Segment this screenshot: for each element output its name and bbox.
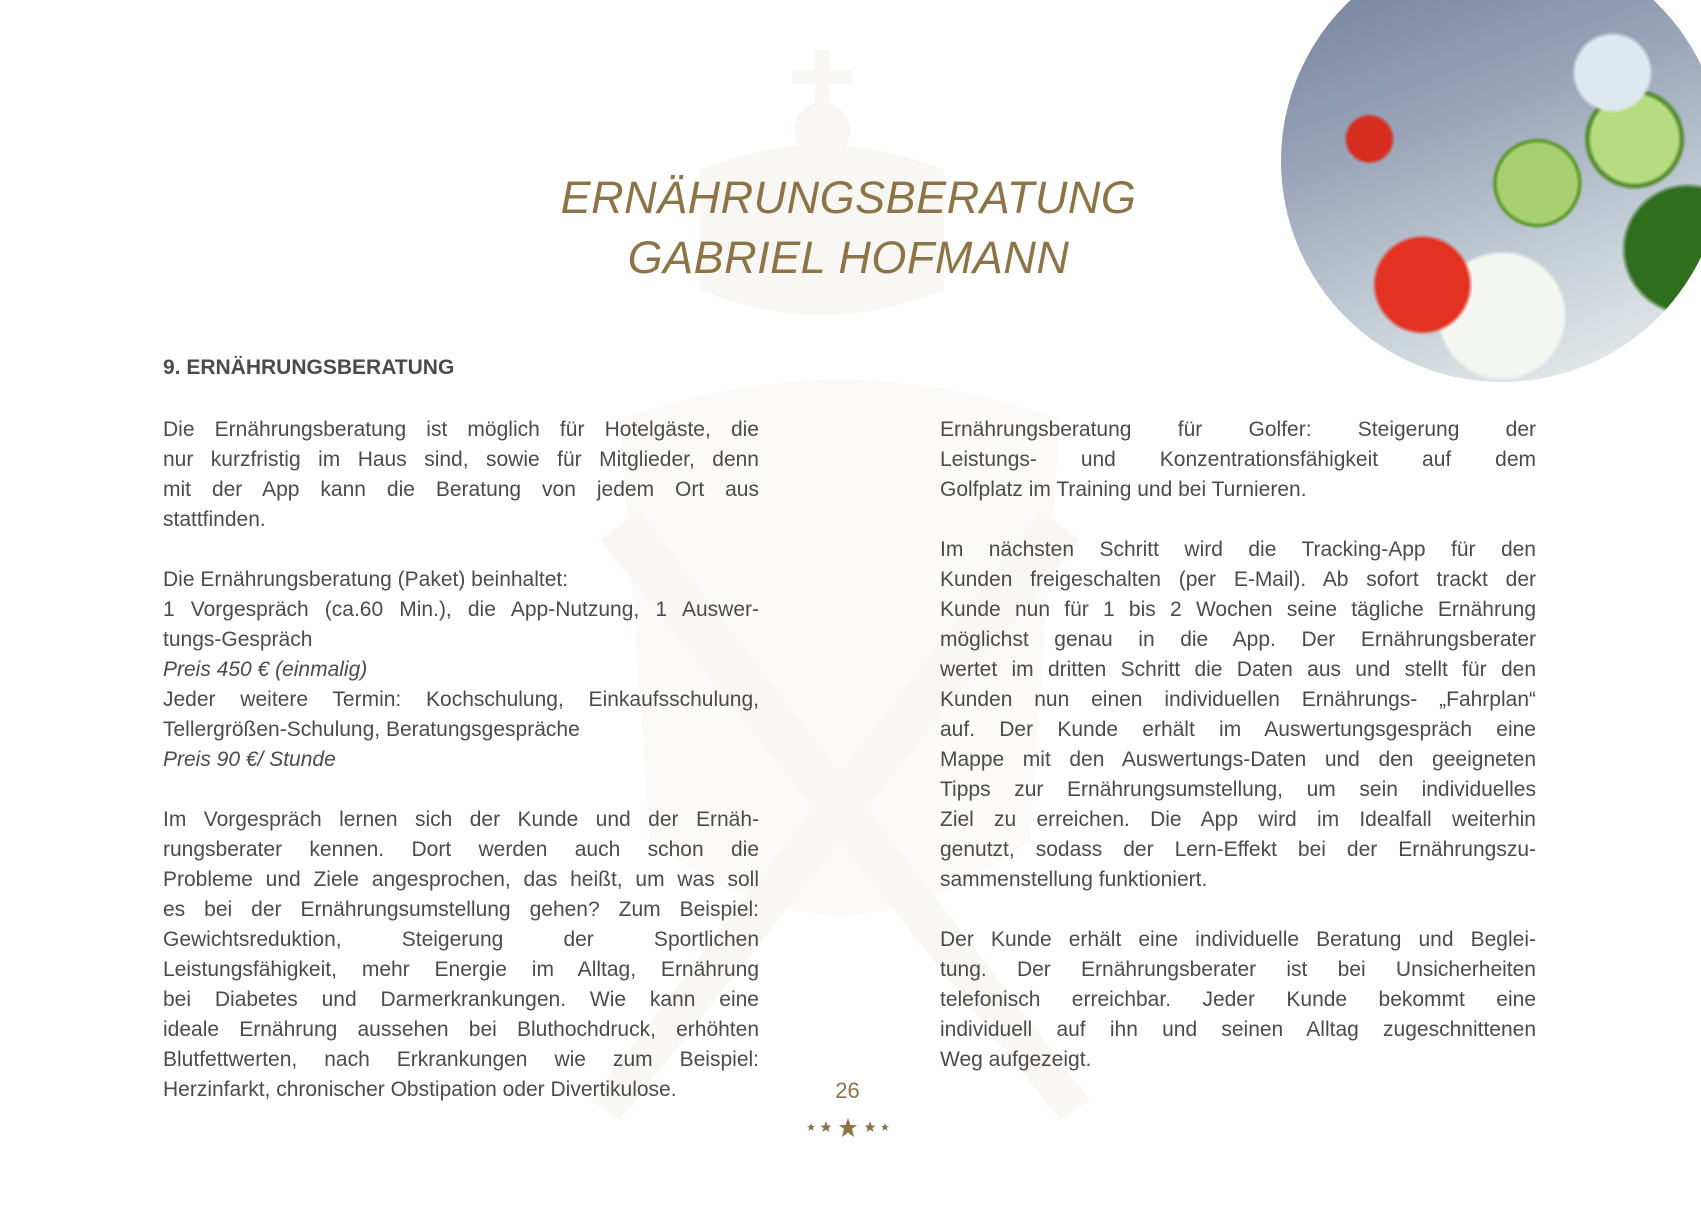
text-line: rungsberater kennen. Dort werden auch schon die xyxy=(163,838,759,861)
text-line: Die Ernährungsberatung (Paket) beinhaltet: xyxy=(163,568,569,591)
title-line-1: ERNÄHRUNGSBERATUNG xyxy=(560,172,1137,223)
text-line: Leistungs- und Konzentrationsfähigkeit auf dem xyxy=(940,448,1536,471)
section-heading: 9. ERNÄHRUNGSBERATUNG xyxy=(163,356,455,379)
stars-ornament-icon xyxy=(806,1117,890,1141)
text-line: Mappe mit den Auswertungs-Daten und den geeigneten xyxy=(940,748,1536,771)
text-line: Gewichtsreduktion, Steigerung der Sportlichen xyxy=(163,928,759,951)
title-line-2: GABRIEL HOFMANN xyxy=(627,232,1070,283)
text-line: es bei der Ernährungsumstellung gehen? Zum Beispiel: xyxy=(163,898,759,921)
text-line: genutzt, sodass der Lern-Effekt bei der Ernährungszu- xyxy=(940,838,1536,861)
text-line: Die Ernährungsberatung ist möglich für Hotelgäste, die xyxy=(163,418,759,441)
page-title xyxy=(0,168,1699,288)
text-line: Im Vorgespräch lernen sich der Kunde und der Ernäh- xyxy=(163,808,759,831)
right-column xyxy=(940,415,1536,1105)
text-line: Blutfettwerten, nach Erkrankungen wie zum Beispiel: xyxy=(163,1048,759,1071)
text-line: nur kurzfristig im Haus sind, sowie für Mitglieder, denn xyxy=(163,448,759,471)
text-line: Tellergrößen-Schulung, Beratungsgespräche xyxy=(163,718,580,741)
text-line: individuell auf ihn und seinen Alltag zugeschnittenen xyxy=(940,1018,1536,1041)
paragraph xyxy=(940,925,1536,1075)
text-line: sammenstellung funktioniert. xyxy=(940,868,1208,891)
text-line: ideale Ernährung aussehen bei Bluthochdruck, erhöhten xyxy=(163,1018,759,1041)
text-line: stattfinden. xyxy=(163,508,266,531)
text-line: Leistungsfähigkeit, mehr Energie im Alltag, Ernährung xyxy=(163,958,759,981)
text-line: auf. Der Kunde erhält im Auswertungsgespräch eine xyxy=(940,718,1536,741)
paragraph xyxy=(163,805,759,1105)
text-line: Tipps zur Ernährungsumstellung, um sein individuelles xyxy=(940,778,1536,801)
text-line: Kunde nun für 1 bis 2 Wochen seine tägliche Ernährung xyxy=(940,598,1536,621)
text-line: möglichst genau in die App. Der Ernährungsberater xyxy=(940,628,1536,651)
text-line: Kunden nun einen individuellen Ernährungs- „Fahrplan“ xyxy=(940,688,1536,711)
text-line: Ziel zu erreichen. Die App wird im Idealfall weiterhin xyxy=(940,808,1536,831)
text-line: wertet im dritten Schritt die Daten aus und stellt für den xyxy=(940,658,1536,681)
text-line: tungs-Gespräch xyxy=(163,628,313,651)
text-line: mit der App kann die Beratung von jedem Ort aus xyxy=(163,478,759,501)
text-line: tung. Der Ernährungsberater ist bei Unsicherheiten xyxy=(940,958,1536,981)
page-number: 26 xyxy=(835,1078,860,1103)
paragraph xyxy=(940,535,1536,895)
price-line: Preis 450 € (einmalig) xyxy=(163,658,368,681)
text-line: Im nächsten Schritt wird die Tracking-App für den xyxy=(940,538,1536,561)
text-line: Ernährungsberatung für Golfer: Steigerung der xyxy=(940,418,1536,441)
text-line: telefonisch erreichbar. Jeder Kunde bekommt eine xyxy=(940,988,1536,1011)
paragraph xyxy=(163,565,759,775)
text-line: Weg aufgezeigt. xyxy=(940,1048,1092,1071)
text-line: Kunden freigeschalten (per E-Mail). Ab sofort trackt der xyxy=(940,568,1536,591)
paragraph xyxy=(163,415,759,535)
text-line: Herzinfarkt, chronischer Obstipation oder Divertikulose. xyxy=(163,1078,677,1101)
text-line: Der Kunde erhält eine individuelle Beratung und Beglei- xyxy=(940,928,1536,951)
text-line: Probleme und Ziele angesprochen, das heißt, um was soll xyxy=(163,868,759,891)
text-line: Golfplatz im Training und bei Turnieren. xyxy=(940,478,1307,501)
text-line: bei Diabetes und Darmerkrankungen. Wie kann eine xyxy=(163,988,759,1011)
text-line: Jeder weitere Termin: Kochschulung, Einkaufsschulung, xyxy=(163,688,759,711)
paragraph xyxy=(940,415,1536,505)
text-line: 1 Vorgespräch (ca.60 Min.), die App-Nutzung, 1 Auswer- xyxy=(163,598,759,621)
left-column xyxy=(163,415,759,1135)
price-line: Preis 90 €/ Stunde xyxy=(163,748,336,771)
